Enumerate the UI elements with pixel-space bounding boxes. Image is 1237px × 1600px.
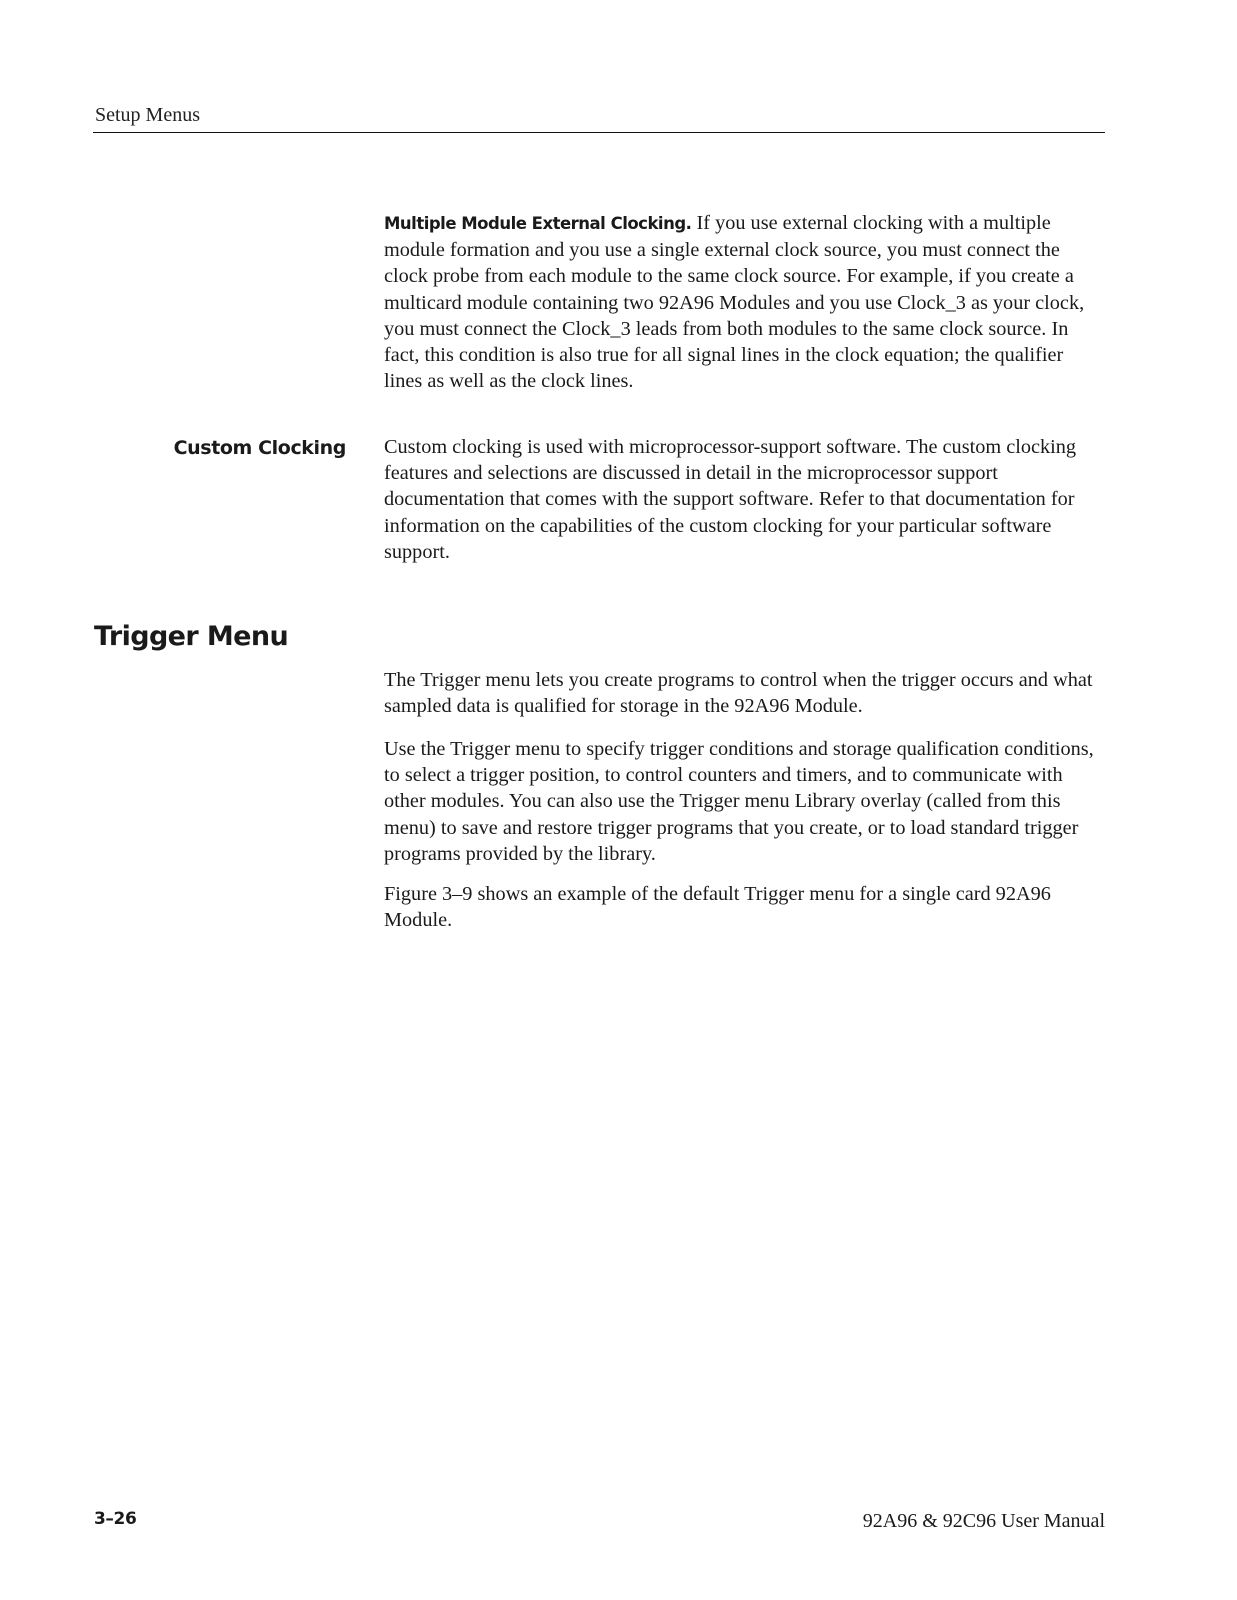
trigger-paragraph-3: Figure 3–9 shows an example of the default Trigger menu for a single card 92A96 Module. [384, 883, 1051, 932]
trigger-menu-heading: Trigger Menu [94, 621, 289, 652]
trigger-paragraph-2: Use the Trigger menu to specify trigger conditions and storage qualification conditions, to select a trigger position, to control counters and timers, and to communicate with other modules. You can also use the Trigger menu Library overlay (called from this menu) to save and restore trigger programs that you create, or to load standard trigger programs provided by the library. [384, 738, 1094, 865]
custom-clocking-paragraph: Custom clocking is used with microprocessor-support software. The custom clocking features and selections are discussed in detail in the microprocessor support documentation that comes with the support software. Refer to that documentation for information on the capabilities of the custom clocking for your particular software support. [384, 436, 1077, 563]
manual-title: 92A96 & 92C96 User Manual [862, 1510, 1105, 1532]
running-header: Setup Menus [95, 104, 200, 126]
trigger-paragraph-1: The Trigger menu lets you create programs to control when the trigger occurs and what sampled data is qualified for storage in the 92A96 Module. [384, 669, 1093, 718]
trigger-menu-section-2 [384, 736, 1104, 867]
multiple-module-section [384, 210, 1104, 394]
multiple-module-runin-heading: Multiple Module External Clocking. [384, 214, 692, 233]
custom-clocking-heading: Custom Clocking [173, 437, 346, 459]
header-rule [93, 132, 1105, 133]
trigger-menu-section-3 [384, 881, 1104, 933]
custom-clocking-section [384, 434, 1104, 565]
trigger-menu-section [384, 667, 1104, 719]
multiple-module-text: If you use external clocking with a multiple module formation and you use a single external clock source, you must connect the clock probe from each module to the same clock source. For example, if you create a multicard module containing two 92A96 Modules and you use Clock_3 as your clock, you must connect the Clock_3 leads from both modules to the same clock source. In fact, this condition is also true for all signal lines in the clock equation; the qualifier lines as well as the clock lines. [384, 212, 1085, 393]
multiple-module-paragraph [384, 210, 1104, 394]
page-number: 3–26 [94, 1509, 137, 1529]
